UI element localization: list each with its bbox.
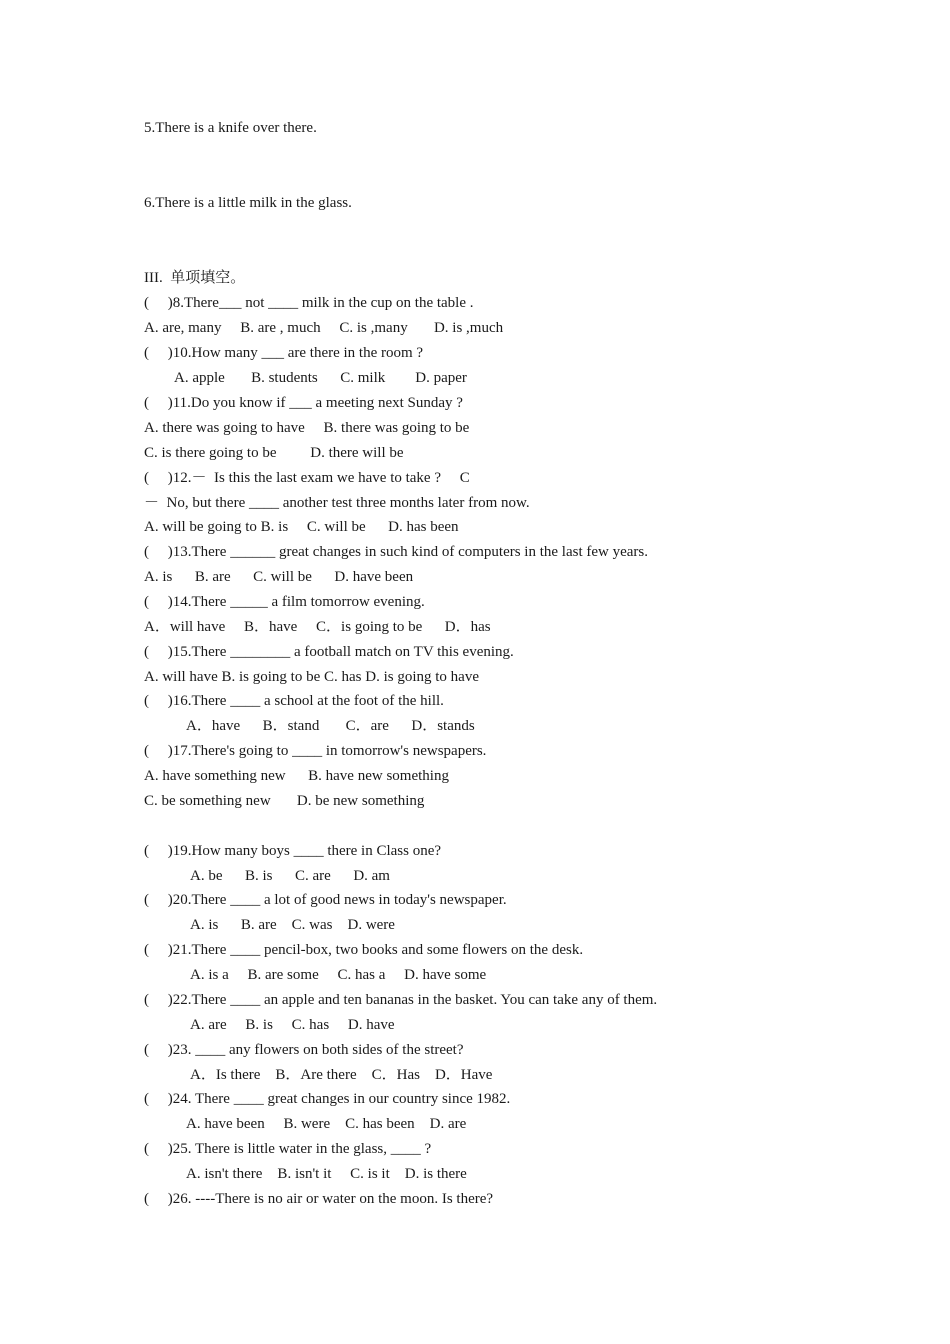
question-options: A. there was going to have B. there was going to be <box>144 420 470 436</box>
question-options: A. isn't there B. isn't it C. is it D. is there <box>186 1166 467 1182</box>
question-options: A. are, many B. are , much C. is ,many D. is ,much <box>144 320 504 336</box>
sentence-5: 5.There is a knife over there. <box>144 120 317 136</box>
question-stem: ( )11.Do you know if ___ a meeting next Sunday ? <box>144 395 463 411</box>
question-stem: ( )21.There ____ pencil-box, two books and some flowers on the desk. <box>144 942 584 958</box>
question-options: A. be B. is C. are D. am <box>190 868 390 884</box>
question-options: A. is B. are C. will be D. have been <box>144 569 414 585</box>
sentence-6: 6.There is a little milk in the glass. <box>144 195 352 211</box>
question-options: C. is there going to be D. there will be <box>144 445 404 461</box>
question-stem: ( )26. ----There is no air or water on the moon. Is there? <box>144 1191 494 1207</box>
question-stem: ( )25. There is little water in the glass, ____ ? <box>144 1141 432 1157</box>
question-stem: ( )12.－ Is this the last exam we have to take ? C <box>144 470 470 486</box>
question-stem: ( )15.There ________ a football match on TV this evening. <box>144 644 514 660</box>
question-options: A. will be going to B. is C. will be D. has been <box>144 519 459 535</box>
question-options: A. are B. is C. has D. have <box>190 1017 395 1033</box>
question-options: A. have something new B. have new something <box>144 768 449 784</box>
question-stem: ( )16.There ____ a school at the foot of the hill. <box>144 693 444 709</box>
question-options: C. be something new D. be new something <box>144 793 425 809</box>
question-options: A. have been B. were C. has been D. are <box>186 1116 467 1132</box>
section-heading: III. 单项填空。 <box>144 270 246 286</box>
question-stem: ( )8.There___ not ____ milk in the cup on the table . <box>144 295 474 311</box>
question-options: A．Is there B．Are there C．Has D．Have <box>190 1067 493 1083</box>
question-stem: ( )19.How many boys ____ there in Class one? <box>144 843 442 859</box>
question-options: A．will have B．have C．is going to be D．has <box>144 619 491 635</box>
question-stem: ( )14.There _____ a film tomorrow evening. <box>144 594 425 610</box>
question-stem: ( )24. There ____ great changes in our country since 1982. <box>144 1091 511 1107</box>
question-stem: ( )17.There's going to ____ in tomorrow's newspapers. <box>144 743 487 759</box>
question-stem: ( )23. ____ any flowers on both sides of the street? <box>144 1042 464 1058</box>
question-stem: ( )20.There ____ a lot of good news in today's newspaper. <box>144 892 507 908</box>
question-stem: ( )10.How many ___ are there in the room ? <box>144 345 424 361</box>
question-options: A．have B．stand C．are D．stands <box>186 718 475 734</box>
question-options: A. is a B. are some C. has a D. have some <box>190 967 487 983</box>
question-dialogue: － No, but there ____ another test three months later from now. <box>144 495 530 511</box>
question-options: A. will have B. is going to be C. has D. is going to have <box>144 669 479 685</box>
question-stem: ( )13.There ______ great changes in such kind of computers in the last few years. <box>144 544 649 560</box>
question-stem: ( )22.There ____ an apple and ten bananas in the basket. You can take any of them. <box>144 992 658 1008</box>
question-options: A. is B. are C. was D. were <box>190 917 395 933</box>
question-options: A. apple B. students C. milk D. paper <box>174 370 467 386</box>
